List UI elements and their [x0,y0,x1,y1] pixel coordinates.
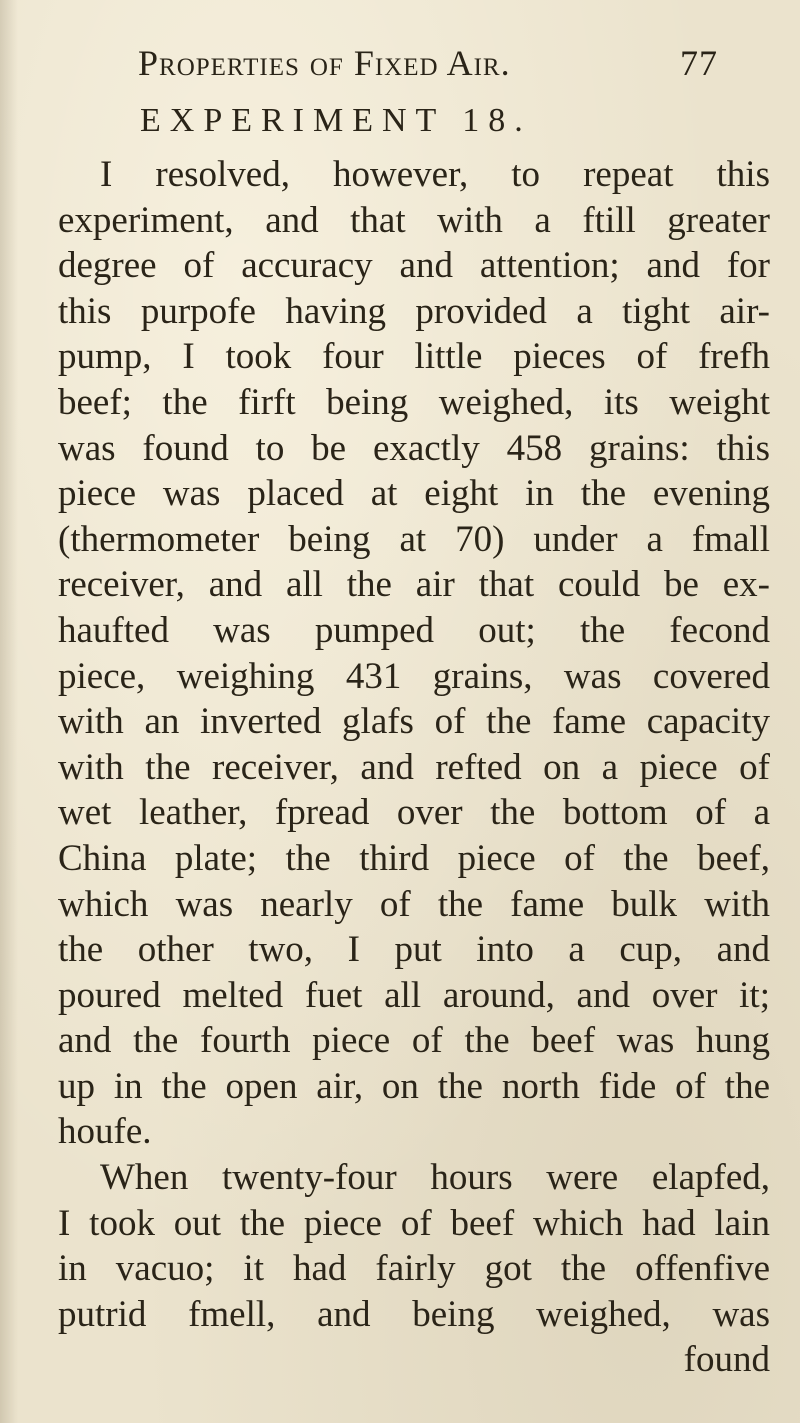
text-line: and the fourth piece of the beef was hung [58,1020,770,1062]
text-line: wet leather, fpread over the bottom of a [58,792,770,834]
text-line: I took out the piece of beef which had lain [58,1202,770,1244]
text-line: experiment, and that with a ftill greater [58,199,770,241]
text-line: piece, weighing 431 grains, was covered [58,655,770,697]
body-text [58,152,770,1383]
text-line: pump, I took four little pieces of frefh [58,336,770,378]
text-line: with an inverted glafs of the fame capacity [58,701,770,743]
running-head-title: Properties of Fixed Air. [138,43,511,83]
text-line: beef; the firft being weighed, its weight [58,381,770,423]
page-number: 77 [680,43,718,83]
running-head [138,42,718,92]
text-line: with the receiver, and refted on a piece of [58,746,770,788]
experiment-heading: EXPERIMENT 18. [140,102,532,139]
text-line: China plate; the third piece of the beef, [58,837,770,879]
text-line: was found to be exactly 458 grains: this [58,427,770,469]
text-line: in vacuo; it had fairly got the offenfive [58,1248,770,1290]
text-line: poured melted fuet all around, and over it; [58,974,770,1016]
gutter-shadow [0,0,18,1423]
text-line: the other two, I put into a cup, and [58,929,770,971]
text-line: houfe. [58,1111,152,1153]
text-line: receiver, and all the air that could be ex- [58,564,770,606]
text-line: which was nearly of the fame bulk with [58,883,770,925]
text-line: up in the open air, on the north fide of the [58,1065,770,1107]
text-line: When twenty-four hours were elapfed, [100,1157,770,1199]
text-line: haufted was pumped out; the fecond [58,609,770,651]
text-line: degree of accuracy and attention; and for [58,245,770,287]
text-line: (thermometer being at 70) under a fmall [58,518,770,560]
text-line: putrid fmell, and being weighed, was [58,1293,770,1335]
text-line: this purpofe having provided a tight air- [58,290,770,332]
catchword: found [683,1339,770,1381]
text-line: piece was placed at eight in the evening [58,473,770,515]
text-line: I resolved, however, to repeat this [100,154,770,195]
